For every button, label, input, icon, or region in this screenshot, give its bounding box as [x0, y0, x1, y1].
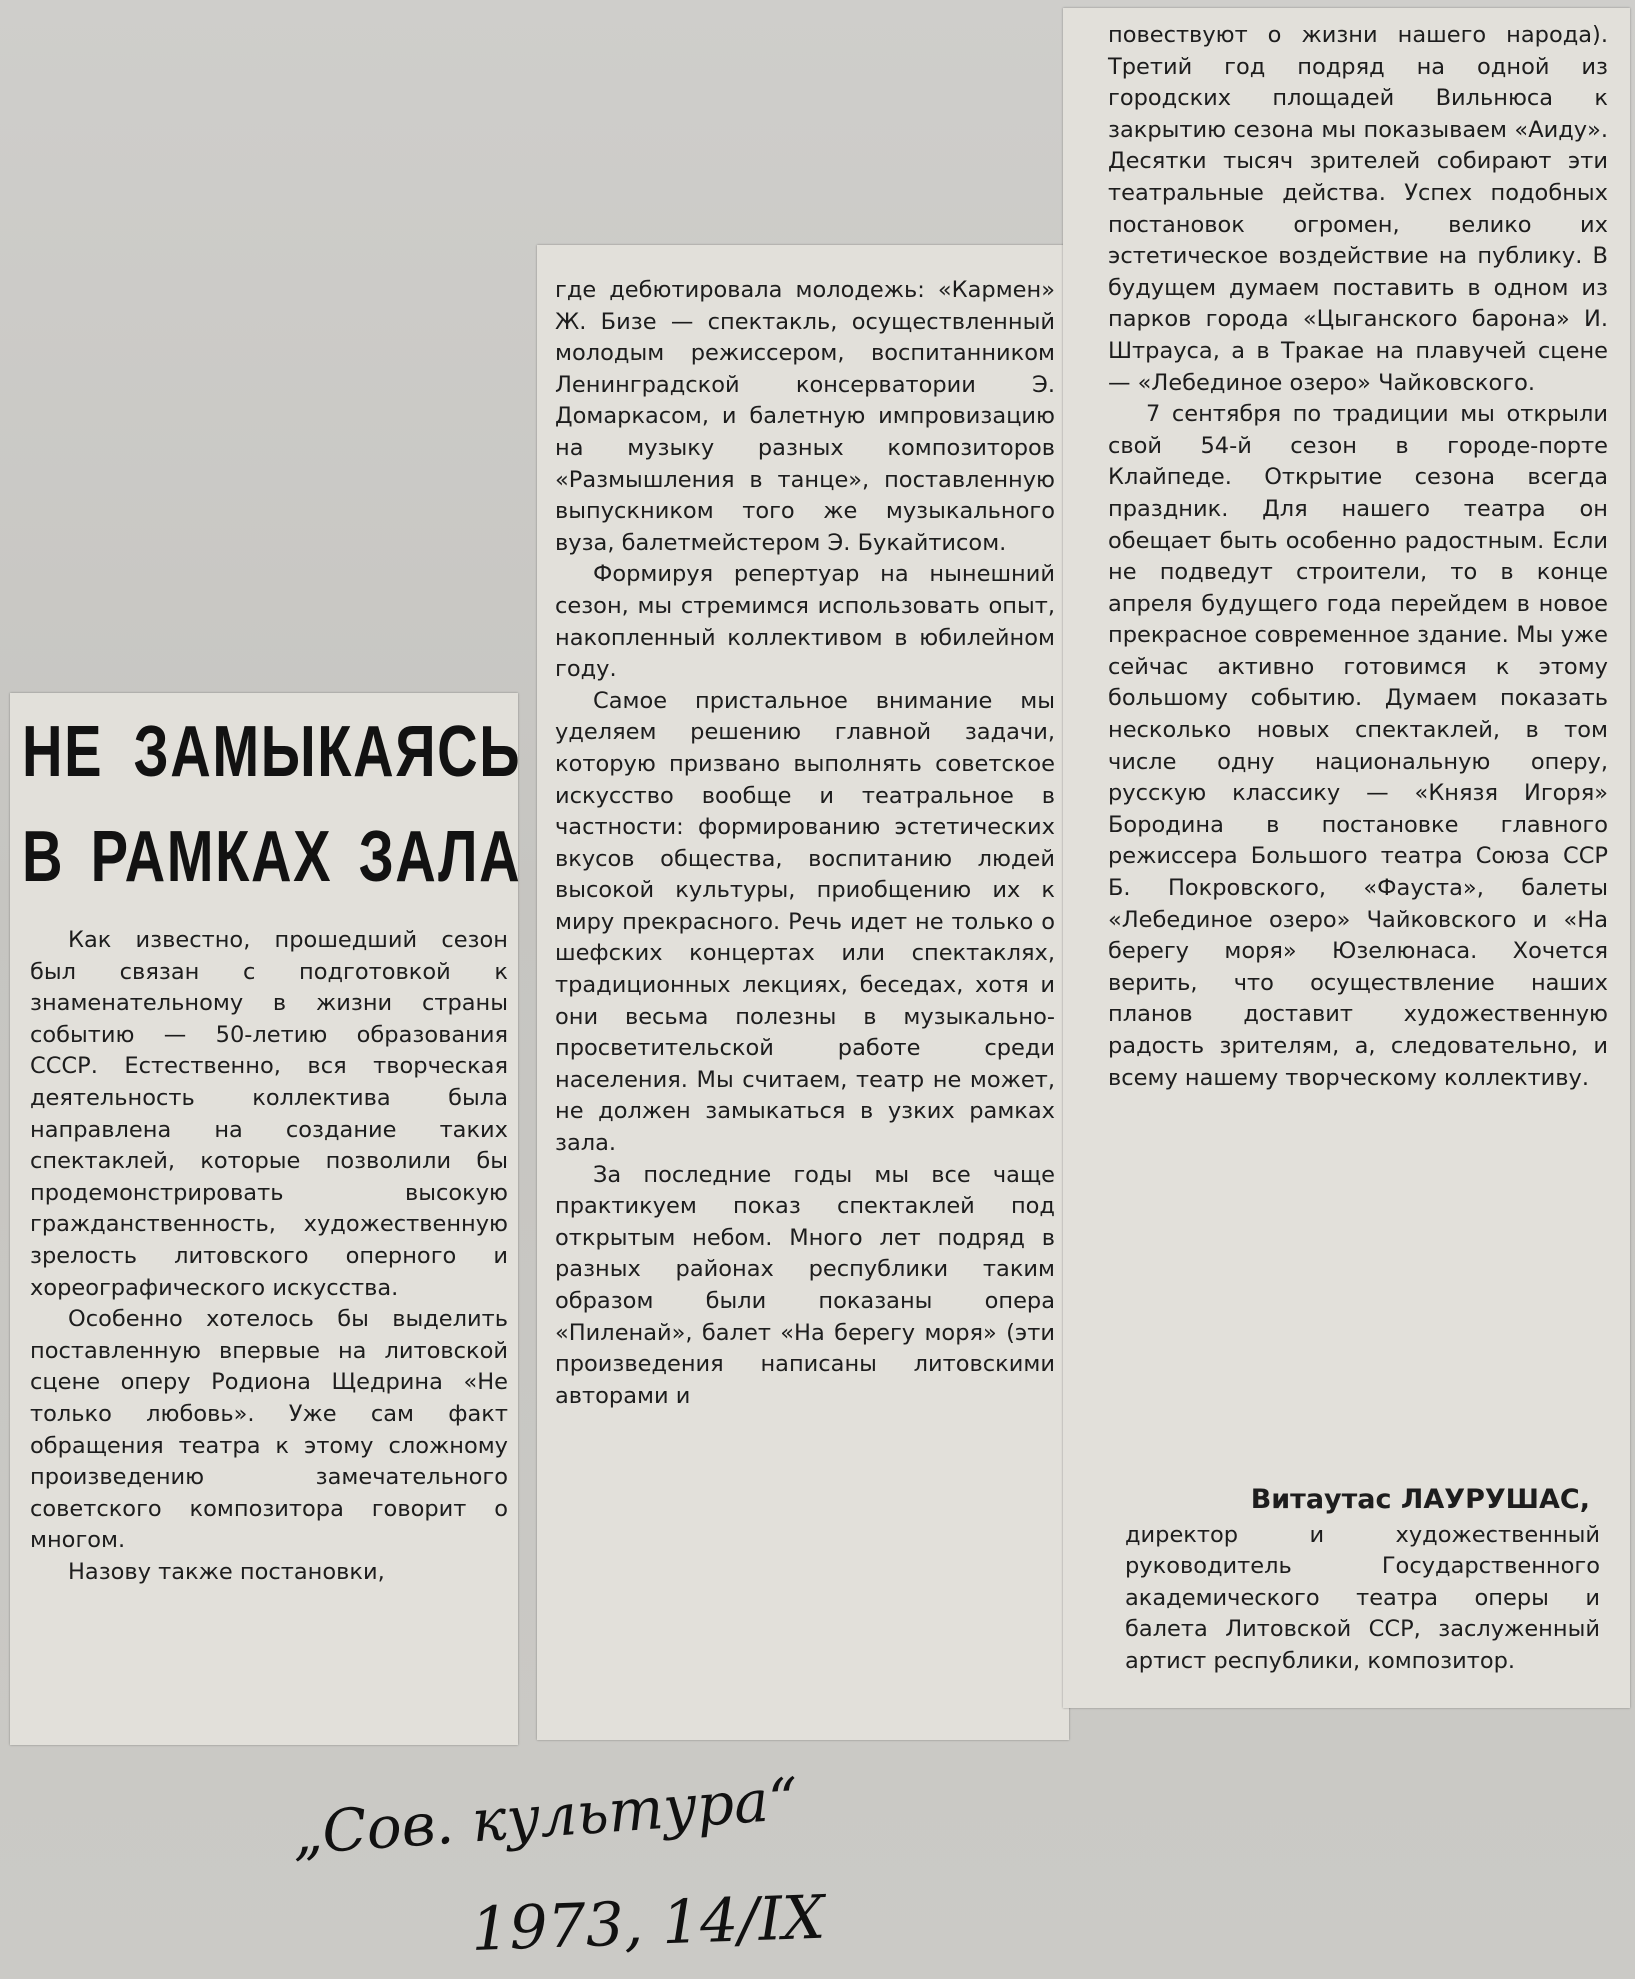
- paragraph: Как известно, прошедший сезон был связан с подготовкой к знаменательному в жизни страны событию — 50-летию образования СССР. Естественно, вся творческая деятельность коллектива была направлена на создание таких спектаклей, которые позволили бы продемонстрировать высокую гражданственность, художественную зрелость литовского оперного и хореографического искусства.: [30, 927, 508, 1301]
- paragraph: 7 сентября по традиции мы открыли свой 54-й сезон в городе-порте Клайпеде. Открытие сезона всегда праздник. Для нашего театра он обещает быть особенно радостным. Если не подведут строители, то в конце апреля будущего года перейдем в новое прекрасное современное здание. Мы уже сейчас активно готовимся к этому большому событию. Думаем показать несколько новых спектаклей, в том числе одну национальную оперу, русскую классику — «Князя Игоря» Бородина в постановке главного режиссера Большого театра Союза ССР Б. Покровского, «Фауста», балеты «Лебединое озеро» Чайковского и «На берегу моря» Юзелюнаса. Хочется верить, что осуществление наших планов доставит художественную радость зрителям, а, следовательно, и всему нашему творческому коллективу.: [1108, 401, 1608, 1091]
- paragraph: За последние годы мы все чаще практикуем показ спектаклей под открытым небом. Много лет подряд в разных районах республики таким образом были показаны опера «Пиленай», балет «На берегу моря» (эти произведения написаны литовскими авторами и: [555, 1161, 1055, 1409]
- paragraph: Самое пристальное внимание мы уделяем решению главной задачи, которую призвано выполнять советское искусство вообще и театральное в частности: формированию эстетических вкусов общества, воспитанию людей высокой культуры, приобщению их к миру прекрасного. Речь идет не только о шефских концертах или спектаклях, традиционных лекциях, беседах, хотя и они весьма полезны в музыкально-просветительской работе среди населения. Мы считаем, театр не может, не должен замыкаться в узких рамках зала.: [555, 687, 1055, 1157]
- handwritten-date-note: 1973, 14/IX: [470, 1882, 827, 1965]
- article-column-2: [555, 275, 1055, 1412]
- paragraph: повествуют о жизни нашего народа). Третий год подряд на одной из городских площадей Вильнюса к закрытию сезона мы показываем «Аиду». Десятки тысяч зрителей собирают эти театральные действа. Успех подобных постановок огромен, велико их эстетическое воздействие на публику. В будущем думаем поставить в одном из парков города «Цыганского барона» И. Штрауса, а в Тракае на плавучей сцене — «Лебединое озеро» Чайковского.: [1108, 22, 1608, 396]
- author-name: Витаутас ЛАУРУШАС,: [1250, 1484, 1590, 1515]
- article-column-1: [30, 925, 508, 1588]
- headline-line-1: НЕ ЗАМЫКАЯСЬ: [22, 712, 522, 792]
- paragraph: Назову также постановки,: [68, 1558, 385, 1585]
- article-headline: [22, 700, 522, 910]
- paragraph: где дебютировала молодежь: «Кармен» Ж. Бизе — спектакль, осуществленный молодым режиссером, воспитанником Ленинградской консерватории Э. Домаркасом, и балетную импровизацию на музыку разных композиторов «Размышления в танце», поставленную выпускником того же музыкального вуза, балетмейстером Э. Букайтисом.: [555, 277, 1055, 556]
- article-column-3: [1108, 20, 1608, 1094]
- paragraph: Особенно хотелось бы выделить поставленную впервые на литовской сцене оперу Родиона Щедрина «Не только любовь». Уже сам факт обращения театра к этому сложному произведению замечательного советского композитора говорит о многом.: [30, 1306, 508, 1554]
- headline-line-2: В РАМКАХ ЗАЛА: [22, 817, 522, 897]
- author-signature: [1125, 1484, 1600, 1678]
- author-role: директор и художественный руководитель Государственного академического театра оперы и балета Литовской ССР, заслуженный артист республики, композитор.: [1125, 1521, 1600, 1674]
- handwritten-source-note: „Сов. культура“: [290, 1764, 801, 1868]
- paragraph: Формируя репертуар на нынешний сезон, мы стремимся использовать опыт, накопленный коллективом в юбилейном году.: [555, 561, 1055, 683]
